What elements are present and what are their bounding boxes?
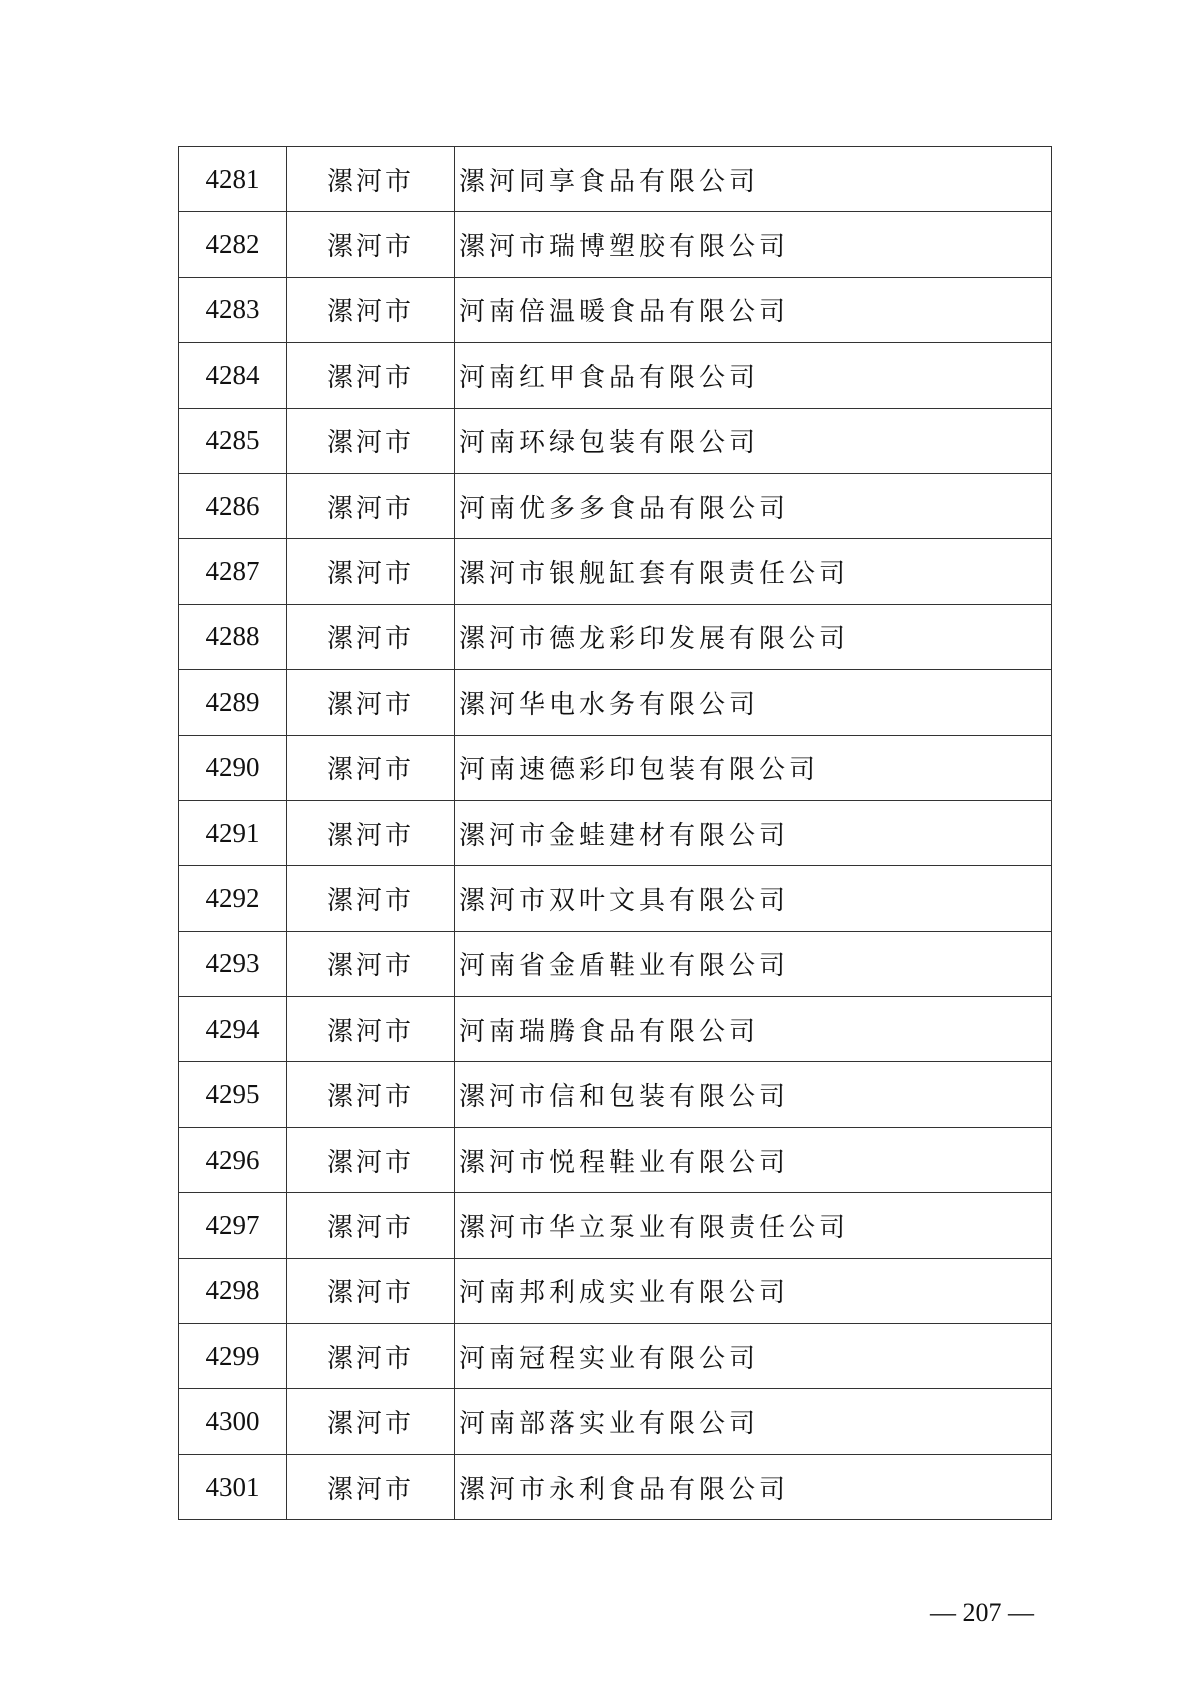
row-company: 河南倍温暖食品有限公司: [455, 278, 1052, 342]
row-city: 漯河市: [287, 605, 455, 669]
table-row: [179, 409, 1052, 474]
row-number: 4289: [179, 670, 287, 734]
row-number: 4287: [179, 539, 287, 603]
row-city: 漯河市: [287, 1389, 455, 1453]
row-company: 河南红甲食品有限公司: [455, 343, 1052, 407]
row-company: 河南部落实业有限公司: [455, 1389, 1052, 1453]
row-city: 漯河市: [287, 932, 455, 996]
table-row: [179, 1259, 1052, 1324]
row-number: 4301: [179, 1455, 287, 1519]
table-row: [179, 605, 1052, 670]
row-company: 漯河市信和包装有限公司: [455, 1062, 1052, 1126]
table-row: [179, 539, 1052, 604]
row-company: 河南冠程实业有限公司: [455, 1324, 1052, 1388]
row-city: 漯河市: [287, 212, 455, 276]
row-city: 漯河市: [287, 278, 455, 342]
row-city: 漯河市: [287, 474, 455, 538]
row-number: 4282: [179, 212, 287, 276]
row-number: 4286: [179, 474, 287, 538]
table-row: [179, 474, 1052, 539]
row-company: 漯河市瑞博塑胶有限公司: [455, 212, 1052, 276]
table-row: [179, 866, 1052, 931]
table-row: [179, 212, 1052, 277]
row-company: 漯河市悦程鞋业有限公司: [455, 1128, 1052, 1192]
company-table: [178, 146, 1052, 1520]
row-number: 4296: [179, 1128, 287, 1192]
table-row: [179, 1455, 1052, 1520]
row-city: 漯河市: [287, 147, 455, 211]
table-row: [179, 278, 1052, 343]
row-company: 漯河市双叶文具有限公司: [455, 866, 1052, 930]
table-row: [179, 801, 1052, 866]
row-city: 漯河市: [287, 1193, 455, 1257]
row-company: 河南邦利成实业有限公司: [455, 1259, 1052, 1323]
row-company: 漯河市华立泵业有限责任公司: [455, 1193, 1052, 1257]
row-number: 4288: [179, 605, 287, 669]
row-number: 4299: [179, 1324, 287, 1388]
row-city: 漯河市: [287, 801, 455, 865]
row-company: 河南环绿包装有限公司: [455, 409, 1052, 473]
row-city: 漯河市: [287, 1128, 455, 1192]
row-company: 漯河同享食品有限公司: [455, 147, 1052, 211]
page-number: — 207 —: [930, 1598, 1034, 1627]
row-company: 河南速德彩印包装有限公司: [455, 736, 1052, 800]
row-number: 4297: [179, 1193, 287, 1257]
row-number: 4292: [179, 866, 287, 930]
row-number: 4290: [179, 736, 287, 800]
row-company: 河南省金盾鞋业有限公司: [455, 932, 1052, 996]
table-row: [179, 1193, 1052, 1258]
table-row: [179, 997, 1052, 1062]
row-number: 4284: [179, 343, 287, 407]
row-company: 漯河市金蛙建材有限公司: [455, 801, 1052, 865]
row-number: 4298: [179, 1259, 287, 1323]
row-number: 4293: [179, 932, 287, 996]
table-row: [179, 1128, 1052, 1193]
row-company: 河南瑞腾食品有限公司: [455, 997, 1052, 1061]
table-row: [179, 1324, 1052, 1389]
row-city: 漯河市: [287, 1062, 455, 1126]
table-row: [179, 1062, 1052, 1127]
table-row: [179, 670, 1052, 735]
table-row: [179, 147, 1052, 212]
row-city: 漯河市: [287, 409, 455, 473]
row-city: 漯河市: [287, 670, 455, 734]
table-row: [179, 932, 1052, 997]
row-number: 4295: [179, 1062, 287, 1126]
row-company: 漯河市永利食品有限公司: [455, 1455, 1052, 1519]
row-city: 漯河市: [287, 539, 455, 603]
row-city: 漯河市: [287, 866, 455, 930]
table-row: [179, 736, 1052, 801]
row-city: 漯河市: [287, 1324, 455, 1388]
table-row: [179, 343, 1052, 408]
row-number: 4291: [179, 801, 287, 865]
row-city: 漯河市: [287, 343, 455, 407]
row-number: 4281: [179, 147, 287, 211]
row-number: 4283: [179, 278, 287, 342]
row-city: 漯河市: [287, 736, 455, 800]
row-number: 4294: [179, 997, 287, 1061]
row-city: 漯河市: [287, 997, 455, 1061]
row-company: 漯河华电水务有限公司: [455, 670, 1052, 734]
row-number: 4300: [179, 1389, 287, 1453]
row-city: 漯河市: [287, 1259, 455, 1323]
row-company: 河南优多多食品有限公司: [455, 474, 1052, 538]
row-company: 漯河市银舰缸套有限责任公司: [455, 539, 1052, 603]
row-city: 漯河市: [287, 1455, 455, 1519]
table-row: [179, 1389, 1052, 1454]
row-number: 4285: [179, 409, 287, 473]
row-company: 漯河市德龙彩印发展有限公司: [455, 605, 1052, 669]
